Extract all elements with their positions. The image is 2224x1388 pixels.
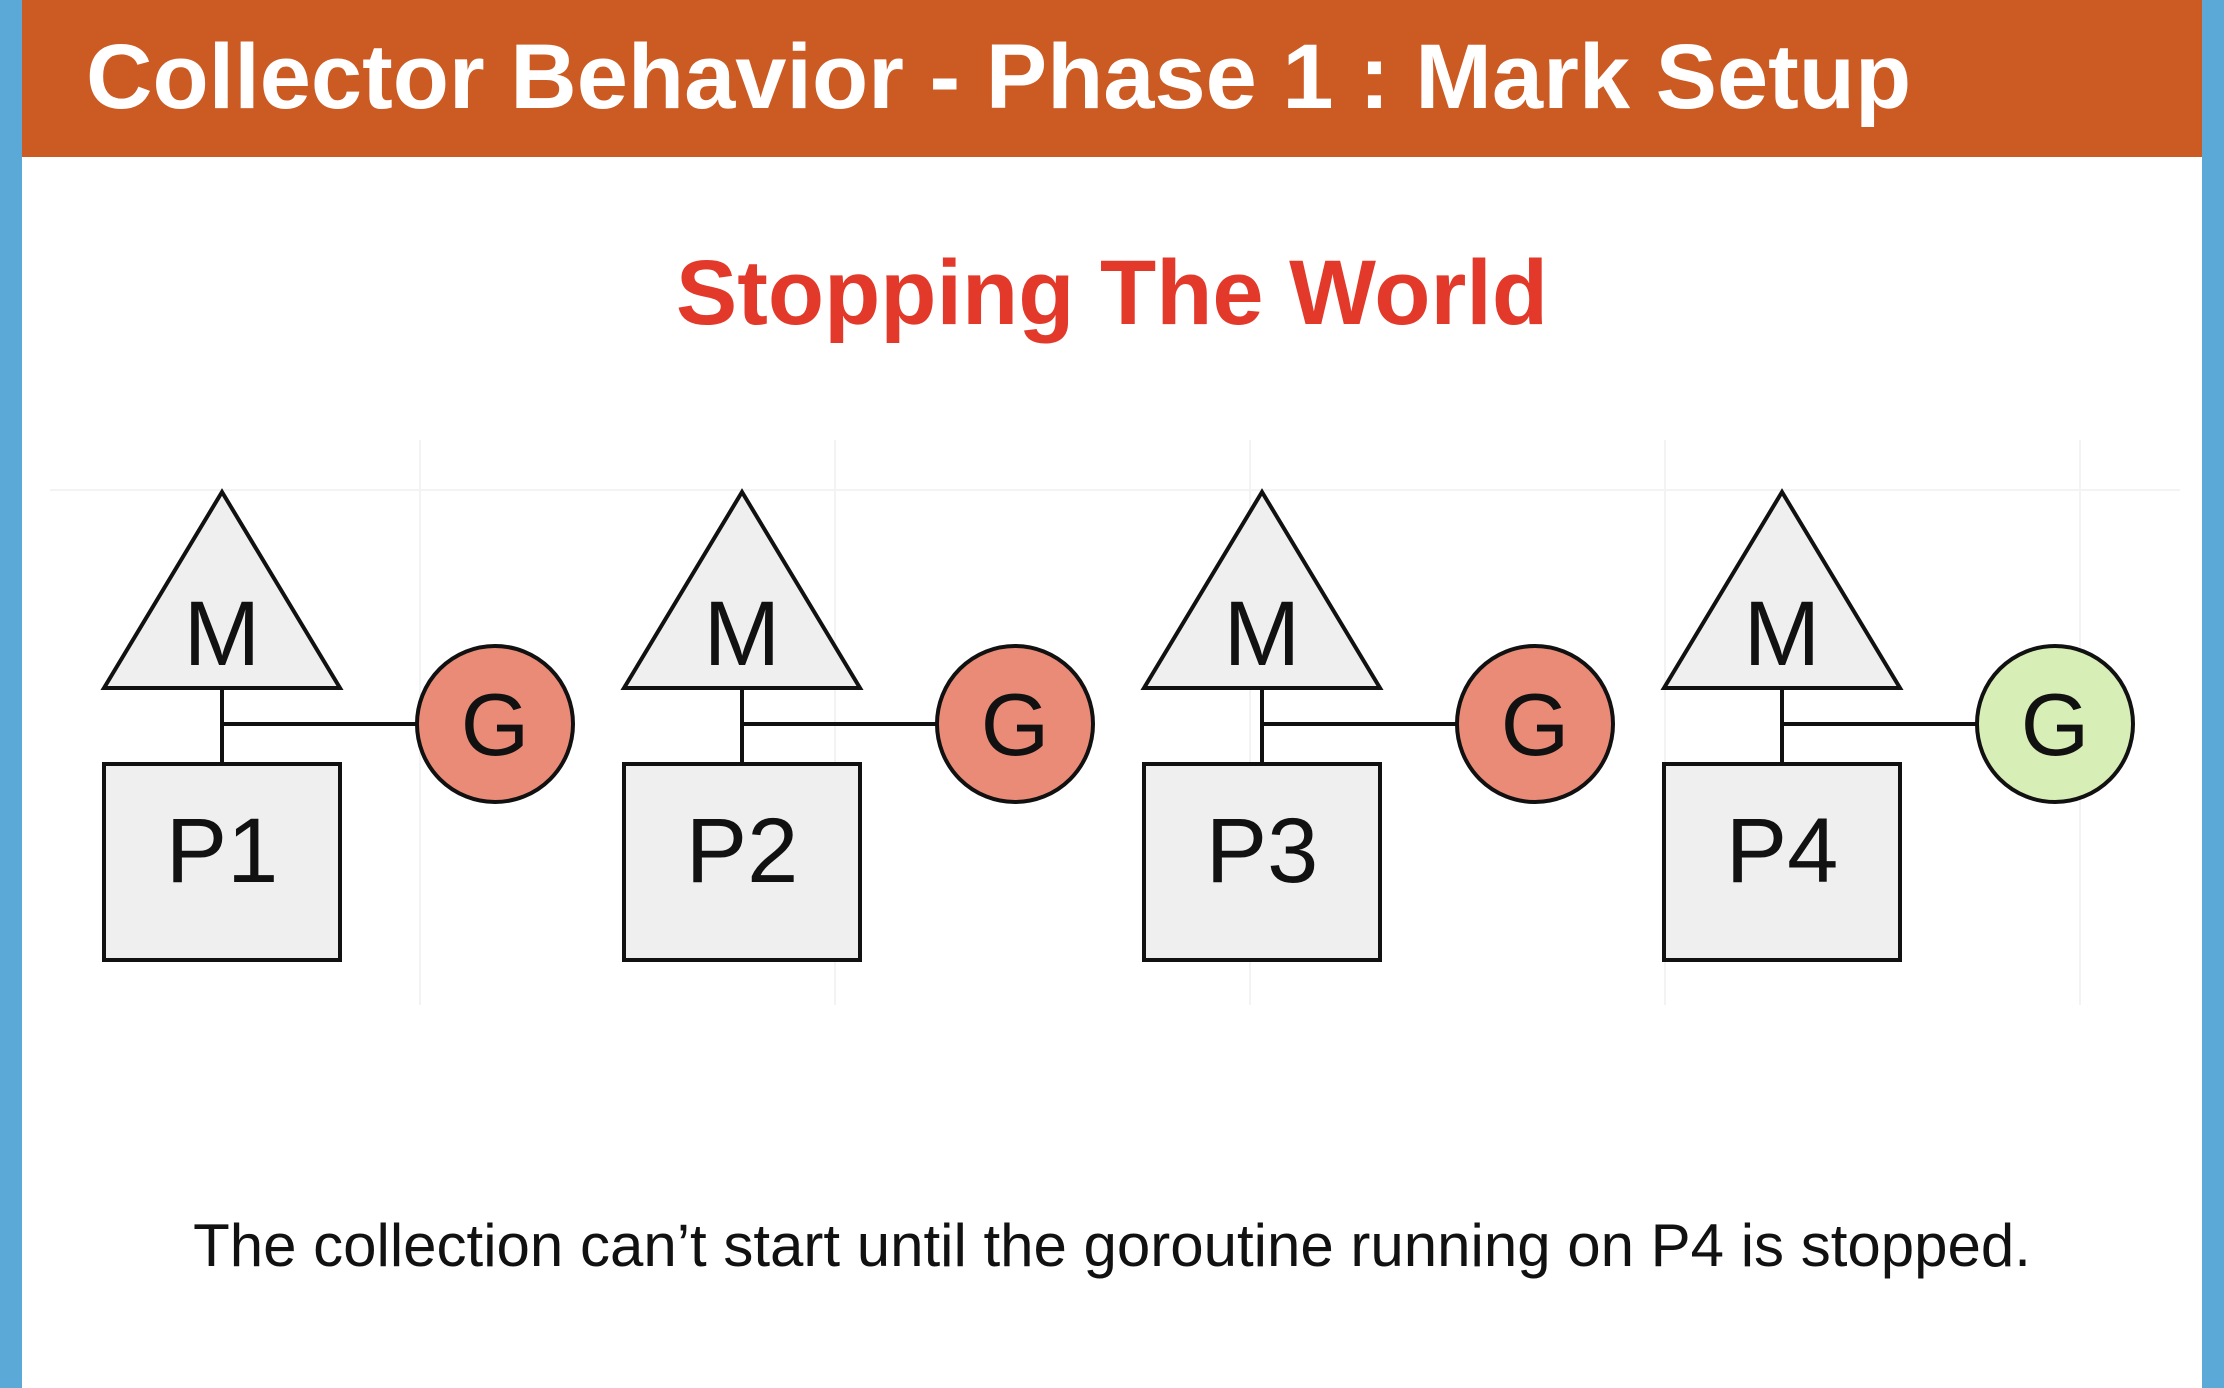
machine-label: M xyxy=(183,583,261,685)
processor-group xyxy=(1144,492,1613,960)
processor-group xyxy=(1664,492,2133,960)
processor-label: P2 xyxy=(685,800,799,902)
slide-caption: The collection can’t start until the goroutine running on P4 is stopped. xyxy=(193,1212,2031,1279)
processor-group xyxy=(104,492,573,960)
machine-label: M xyxy=(1223,583,1301,685)
header-title: Collector Behavior - Phase 1 : Mark Setup xyxy=(86,26,1912,128)
processor-group xyxy=(624,492,1093,960)
goroutine-label: G xyxy=(980,675,1050,774)
goroutine-label: G xyxy=(2020,675,2090,774)
processor-label: P4 xyxy=(1725,800,1839,902)
processor-groups xyxy=(104,492,2133,960)
goroutine-label: G xyxy=(1500,675,1570,774)
machine-label: M xyxy=(703,583,781,685)
goroutine-label: G xyxy=(460,675,530,774)
processor-label: P3 xyxy=(1205,800,1319,902)
machine-label: M xyxy=(1743,583,1821,685)
slide-subtitle: Stopping The World xyxy=(675,242,1549,344)
processor-label: P1 xyxy=(165,800,279,902)
